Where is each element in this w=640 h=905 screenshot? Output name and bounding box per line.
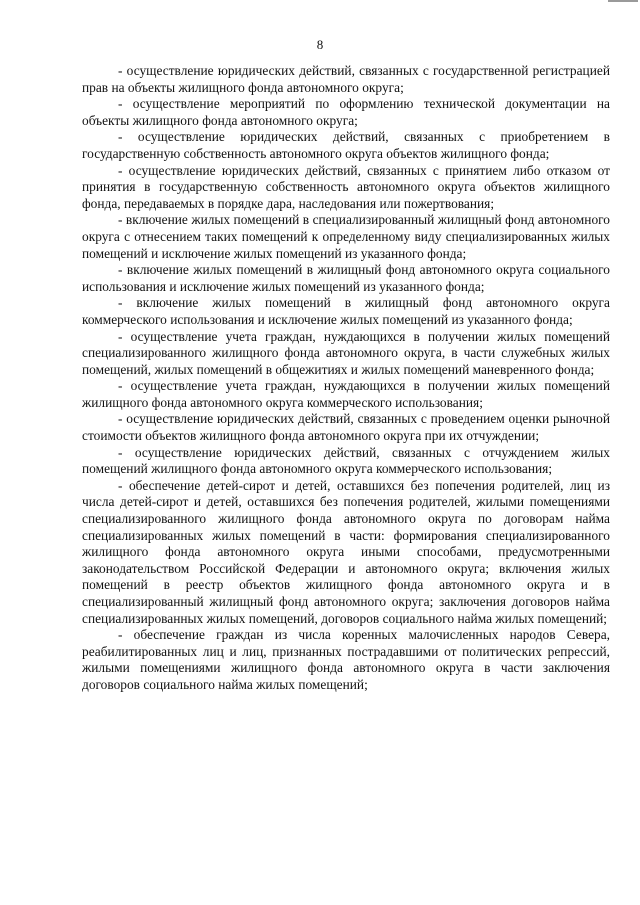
document-body	[82, 63, 610, 694]
paragraph-specialized-fund: - включение жилых помещений в специализированный жилищный фонд автономного округа с отнесением таких помещений к определенному виду специализированных жилых помещений и исключение жилых помещений из указанного фонда;	[82, 212, 610, 261]
scan-edge-mark	[608, 0, 638, 2]
paragraph-alienation: - осуществление юридических действий, связанных с отчуждением жилых помещений жилищного фонда автономного округа коммерческого использования;	[82, 444, 610, 477]
paragraph-social-fund: - включение жилых помещений в жилищный фонд автономного округа социального использования и исключение жилых помещений из указанного фонда;	[82, 262, 610, 294]
paragraph-market-valuation: - осуществление юридических действий, связанных с проведением оценки рыночной стоимости объектов жилищного фонда автономного округа при их отчуждении;	[82, 411, 610, 444]
paragraph-state-registration: - осуществление юридических действий, связанных с государственной регистрацией прав на объекты жилищного фонда автономного округа;	[82, 63, 610, 95]
paragraph-gift-inheritance: - осуществление юридических действий, связанных с принятием либо отказом от принятия в государственную собственность автономного округа объектов жилищного фонда, передаваемых в порядке дара, наследования или пожертвования;	[82, 162, 610, 211]
page-number: 8	[316, 37, 324, 52]
paragraph-technical-documentation: - осуществление мероприятий по оформлению технической документации на объекты жилищного фонда автономного округа;	[82, 96, 610, 128]
paragraph-acquisition: - осуществление юридических действий, связанных с приобретением в государственную собственность автономного округа объектов жилищного фонда;	[82, 129, 610, 161]
paragraph-commercial-fund: - включение жилых помещений в жилищный фонд автономного округа коммерческого использования и исключение жилых помещений из указанного фонда;	[82, 295, 610, 327]
paragraph-orphans-housing: - обеспечение детей-сирот и детей, оставшихся без попечения родителей, лиц из числа детей-сирот и детей, оставшихся без попечения родителей, жилыми помещениями специализированного жилищного фонда автономного округа по договорам найма специализированных жилых помещений в части: формирования специализированного жилищного фонда автономного округа иными способами, предусмотренными законодательством Российской Федерации и автономного округа; включения жилых помещений в реестр объектов жилищного фонда автономного округа и в специализированный жилищный фонд автономного округа; заключения договоров найма специализированных жилых помещений, договоров социального найма жилых помещений;	[82, 477, 610, 626]
paragraph-registration-commercial: - осуществление учета граждан, нуждающихся в получении жилых помещений жилищного фонда автономного округа коммерческого использования;	[82, 378, 610, 410]
paragraph-indigenous-housing: - обеспечение граждан из числа коренных малочисленных народов Севера, реабилитированных лиц и лиц, признанных пострадавшими от политических репрессий, жилыми помещениями жилищного фонда автономного округа в части заключения договоров социального найма жилых помещений;	[82, 627, 610, 692]
paragraph-registration-specialized: - осуществление учета граждан, нуждающихся в получении жилых помещений специализированного жилищного фонда автономного округа, в части служебных жилых помещений, жилых помещений в общежитиях и жилых помещений маневренного фонда;	[82, 328, 610, 377]
